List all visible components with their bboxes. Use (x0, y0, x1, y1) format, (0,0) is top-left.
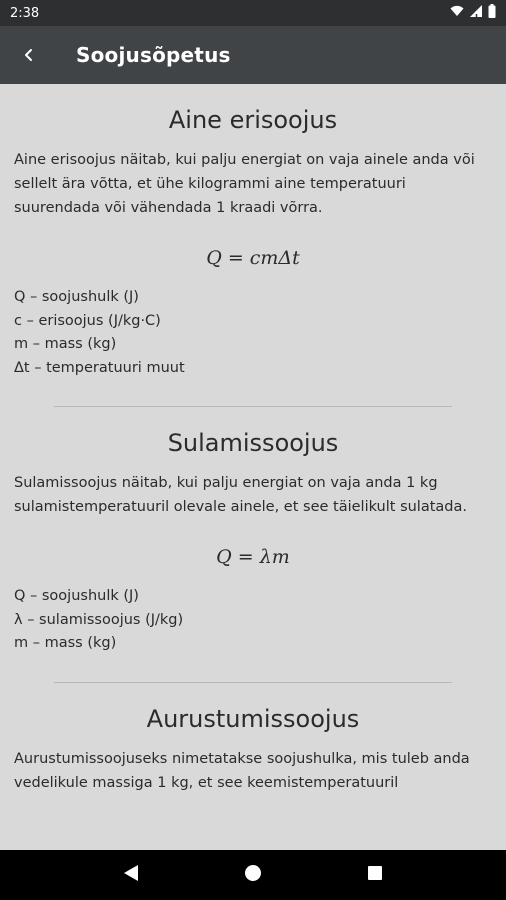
status-time: 2:38 (10, 5, 40, 21)
nav-back-icon (123, 864, 139, 886)
section-aurustumissoojus (14, 683, 492, 795)
content-scroll[interactable] (0, 84, 506, 850)
app-title: Soojusõpetus (76, 43, 231, 67)
section-description: Aine erisoojus näitab, kui palju energiat on vaja ainele anda või sellelt ära võtta, et ühe kilogrammi aine temperatuuri suurendada või vähendada 1 kraadi võrra. (14, 152, 475, 216)
variables-list (14, 585, 492, 656)
variable-item: Δt – temperatuuri muut (14, 359, 185, 376)
variable-item: Q – soojushulk (J) (14, 289, 139, 305)
variable-item: c – erisoojus (J/kg·C) (14, 312, 161, 329)
variable-item: m – mass (kg) (14, 336, 117, 352)
section-sulamissoojus (14, 407, 492, 683)
back-button[interactable] (0, 26, 58, 84)
variables-list (14, 286, 492, 380)
nav-home-icon (244, 864, 262, 886)
status-bar (0, 0, 506, 26)
variable-item: m – mass (kg) (14, 635, 117, 651)
variable-item: Q – soojushulk (J) (14, 588, 139, 604)
nav-back-button[interactable] (111, 855, 151, 895)
section-title: Sulamissoojus (167, 429, 339, 457)
status-icons (450, 4, 496, 22)
battery-icon (488, 4, 496, 22)
section-aine-erisoojus (14, 84, 492, 407)
wifi-icon (450, 5, 464, 21)
arrow-back-icon (22, 43, 36, 68)
app-bar (0, 26, 506, 84)
nav-home-button[interactable] (233, 855, 273, 895)
variable-item: λ – sulamissoojus (J/kg) (14, 611, 184, 628)
signal-icon (470, 5, 482, 21)
nav-recents-icon (367, 865, 383, 885)
formula: Q = cmΔt (206, 247, 300, 269)
navigation-bar (0, 850, 506, 900)
section-description: Aurustumissoojuseks nimetatakse soojushulka, mis tuleb anda vedelikule massiga 1 kg, et see keemistemperatuuril (14, 750, 470, 791)
section-title: Aine erisoojus (168, 106, 338, 134)
nav-recents-button[interactable] (355, 855, 395, 895)
formula: Q = λm (216, 546, 290, 568)
section-description: Sulamissoojus näitab, kui palju energiat on vaja anda 1 kg sulamistemperatuuril olevale ainele, et see täielikult sulatada. (14, 475, 467, 515)
section-title: Aurustumissoojus (146, 704, 360, 733)
